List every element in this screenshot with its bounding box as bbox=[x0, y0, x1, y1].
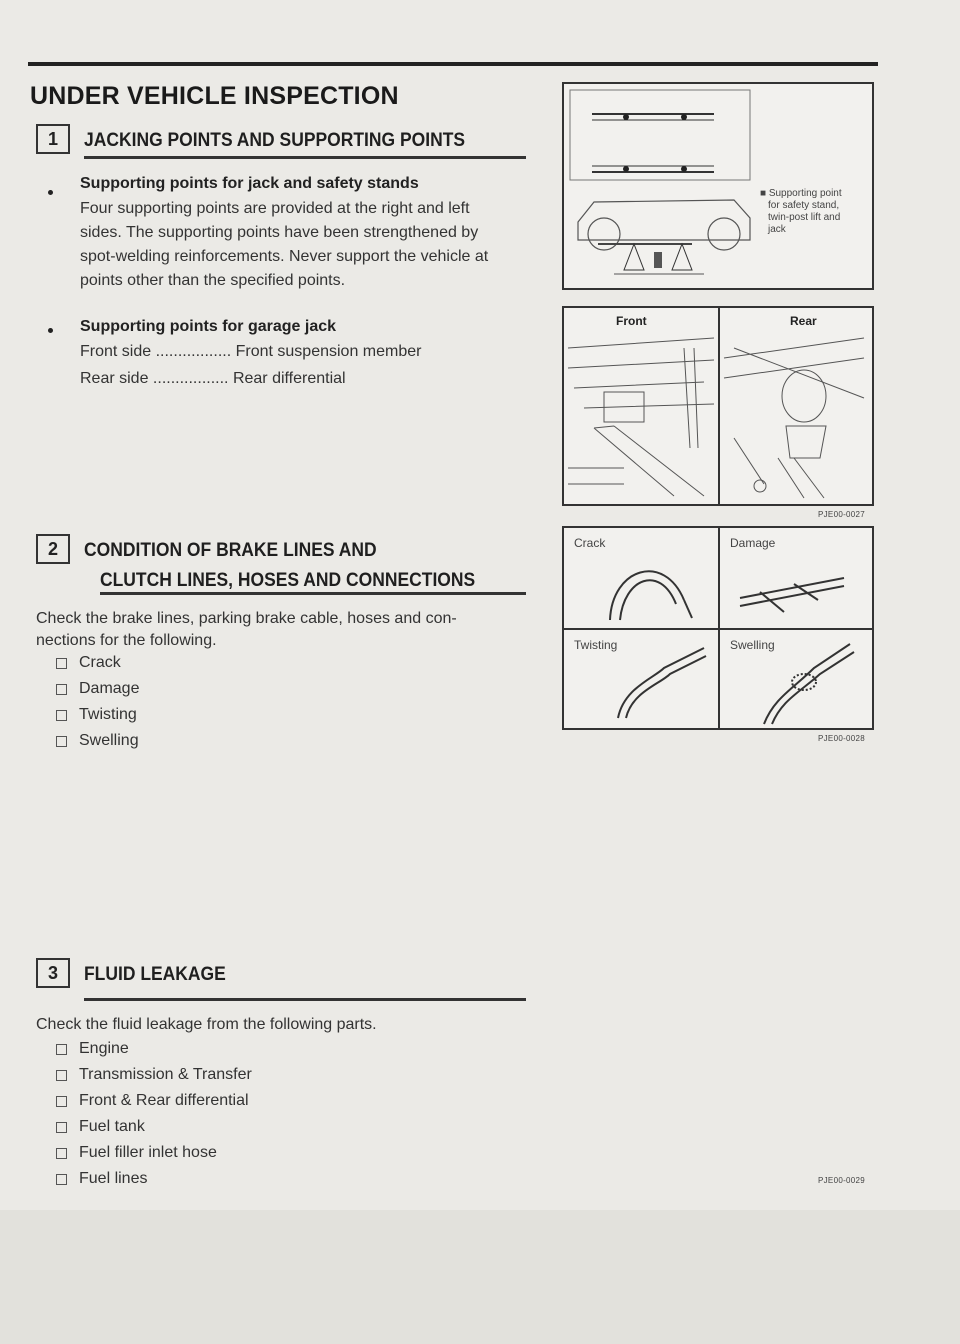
checklist-item: Transmission & Transfer bbox=[56, 1066, 252, 1084]
section-3-title: FLUID LEAKAGE bbox=[84, 964, 226, 985]
figure-hose-conditions bbox=[562, 526, 874, 730]
checklist-item: Fuel tank bbox=[56, 1118, 145, 1136]
paragraph-line: sides. The supporting points have been strengthened by bbox=[80, 224, 479, 241]
paragraph-line: Check the brake lines, parking brake cable, hoses and con- bbox=[36, 610, 457, 627]
checkbox-icon bbox=[56, 1148, 67, 1159]
checklist-item: Damage bbox=[56, 680, 139, 698]
paragraph-line: Check the fluid leakage from the following parts. bbox=[36, 1016, 377, 1033]
section-1-title: JACKING POINTS AND SUPPORTING POINTS bbox=[84, 130, 466, 151]
section-1-rule bbox=[84, 156, 526, 159]
section-3-heading bbox=[36, 958, 526, 994]
bullet-heading: Supporting points for jack and safety stands bbox=[80, 175, 419, 192]
checklist-item: Crack bbox=[56, 654, 121, 672]
section-2-title-line1: CONDITION OF BRAKE LINES AND bbox=[84, 540, 377, 561]
section-2-heading bbox=[36, 534, 526, 570]
hose-drawings bbox=[564, 528, 872, 728]
vehicle-diagram bbox=[564, 84, 872, 288]
checkbox-icon bbox=[56, 658, 67, 669]
checklist-item: Swelling bbox=[56, 732, 139, 750]
checkbox-icon bbox=[56, 736, 67, 747]
front-label: Front bbox=[616, 314, 647, 328]
section-2-title-line2: CLUTCH LINES, HOSES AND CONNECTIONS bbox=[100, 570, 476, 591]
figure-supporting-points bbox=[562, 82, 874, 290]
figure-code: PJE00-0027 bbox=[818, 510, 866, 519]
page-title: UNDER VEHICLE INSPECTION bbox=[30, 82, 399, 110]
jack-illustration bbox=[564, 308, 872, 504]
checkbox-icon bbox=[56, 710, 67, 721]
checklist-item: Front & Rear differential bbox=[56, 1092, 249, 1110]
top-rule bbox=[28, 62, 878, 66]
label-swelling: Swelling bbox=[730, 638, 775, 652]
label-twisting: Twisting bbox=[574, 638, 618, 652]
label-damage: Damage bbox=[730, 536, 776, 550]
figure-code: PJE00-0029 bbox=[818, 1176, 866, 1185]
checklist-item: Fuel filler inlet hose bbox=[56, 1144, 217, 1162]
legend-line: twin-post lift and bbox=[768, 212, 841, 223]
figure-garage-jack bbox=[562, 306, 874, 506]
checklist-item: Twisting bbox=[56, 706, 137, 724]
section-2-number: 2 bbox=[36, 534, 70, 564]
spec-line-front: Front side ................. Front suspension member bbox=[80, 343, 422, 360]
legend-line: for safety stand, bbox=[768, 200, 840, 211]
legend-line: ■ Supporting point bbox=[760, 188, 842, 199]
label-crack: Crack bbox=[574, 536, 606, 550]
paragraph-line: nections for the following. bbox=[36, 632, 217, 649]
checkbox-icon bbox=[56, 1070, 67, 1081]
paragraph-line: Four supporting points are provided at the right and left bbox=[80, 200, 470, 217]
checkbox-icon bbox=[56, 1174, 67, 1185]
bullet-heading: Supporting points for garage jack bbox=[80, 318, 337, 335]
section-3-rule bbox=[84, 998, 526, 1001]
section-2-rule bbox=[100, 592, 526, 595]
rear-label: Rear bbox=[790, 314, 817, 328]
paragraph-line: spot-welding reinforcements. Never support the vehicle at bbox=[80, 248, 489, 265]
figure-code: PJE00-0028 bbox=[818, 734, 866, 743]
paragraph-line: points other than the specified points. bbox=[80, 272, 346, 289]
checklist-item: Engine bbox=[56, 1040, 129, 1058]
bullet-dot bbox=[48, 190, 53, 195]
legend-line: jack bbox=[768, 224, 786, 235]
checklist-item: Fuel lines bbox=[56, 1170, 147, 1188]
bullet-dot bbox=[48, 328, 53, 333]
checkbox-icon bbox=[56, 1122, 67, 1133]
bottom-band bbox=[0, 1210, 960, 1344]
checkbox-icon bbox=[56, 684, 67, 695]
section-3-number: 3 bbox=[36, 958, 70, 988]
spec-line-rear: Rear side ................. Rear differential bbox=[80, 370, 346, 387]
section-1-number: 1 bbox=[36, 124, 70, 154]
checkbox-icon bbox=[56, 1096, 67, 1107]
checkbox-icon bbox=[56, 1044, 67, 1055]
